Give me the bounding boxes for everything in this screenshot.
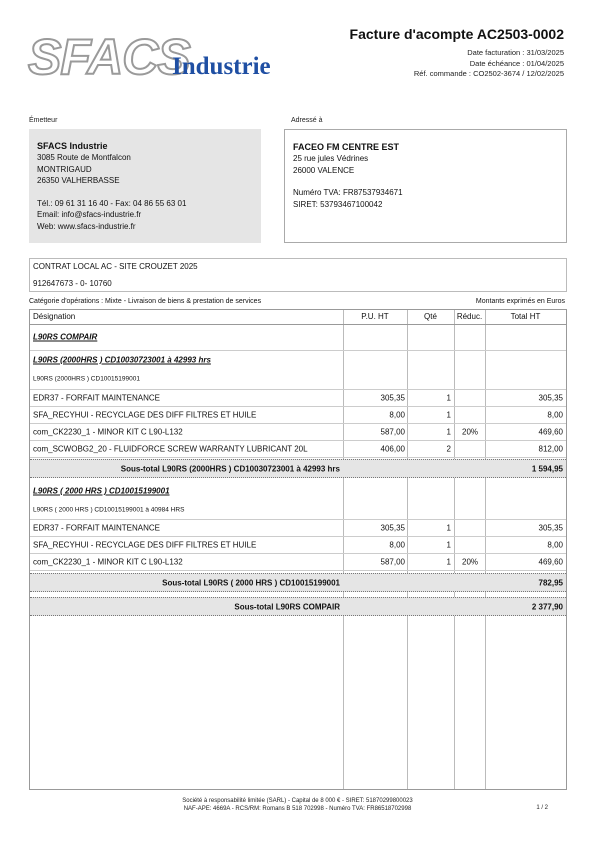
contract-box <box>29 258 567 292</box>
group-title: L90RS (2000HRS ) CD10030723001 à 42993 hrs <box>33 355 211 365</box>
legal-footer <box>0 797 595 813</box>
table-header <box>30 309 566 325</box>
main-subtotal-value: 2 377,90 <box>531 602 563 611</box>
logo-brand: SFACS <box>28 29 190 85</box>
row-unit-price: 305,35 <box>380 523 405 532</box>
row-unit-price: 8,00 <box>389 410 405 419</box>
page-number: 1 / 2 <box>536 805 548 811</box>
emitter-email: Email: info@sfacs-industrie.fr <box>37 210 142 219</box>
row-total: 8,00 <box>547 540 563 549</box>
row-designation: com_CK2230_1 - MINOR KIT C L90-L132 <box>33 557 183 566</box>
main-subtotal-label: Sous-total L90RS COMPAIR <box>234 602 340 611</box>
row-quantity: 1 <box>446 427 451 436</box>
row-total: 305,35 <box>538 393 563 402</box>
group-title-row <box>30 351 566 369</box>
subtotal-label: Sous-total L90RS (2000HRS ) CD10030723001 à 42993 hrs <box>120 464 340 473</box>
group-subtitle-row <box>30 501 566 520</box>
subtotal-row <box>30 573 566 592</box>
invoice-title: Facture d'acompte AC2503-0002 <box>349 26 564 42</box>
row-quantity: 1 <box>446 557 451 566</box>
header-total: Total HT <box>510 312 541 321</box>
main-group-title: L90RS COMPAIR <box>33 332 98 342</box>
table-row <box>30 536 566 554</box>
row-designation: EDR37 - FORFAIT MAINTENANCE <box>33 523 160 532</box>
subtotal-value: 782,95 <box>538 578 563 587</box>
row-quantity: 1 <box>446 540 451 549</box>
row-total: 305,35 <box>538 523 563 532</box>
contract-number: 912647673 - 0- 10760 <box>33 279 112 288</box>
emitter-phone: Tél.: 09 61 31 16 40 - Fax: 04 86 55 63 01 <box>37 198 187 208</box>
header-designation: Désignation <box>33 312 76 321</box>
row-unit-price: 587,00 <box>380 427 405 436</box>
recipient-name: FACEO FM CENTRE EST <box>293 142 400 152</box>
group-title-row <box>30 481 566 501</box>
category-line <box>29 298 565 305</box>
row-discount: 20% <box>462 427 479 436</box>
group-subtitle: L90RS (2000HRS ) CD10015199001 <box>33 375 140 383</box>
emitter-address-line: 26350 VALHERBASSE <box>37 176 120 185</box>
row-discount: 20% <box>462 557 479 566</box>
recipient-address-line: 26000 VALENCE <box>293 165 355 175</box>
emitter-label: Émetteur <box>29 117 58 124</box>
main-group-row <box>30 324 566 351</box>
operation-category: Catégorie d'opérations : Mixte - Livraison de biens & prestation de services <box>29 298 262 305</box>
invoice-meta <box>414 48 564 80</box>
row-total: 469,60 <box>538 427 563 436</box>
row-designation: SFA_RECYHUI - RECYCLAGE DES DIFF FILTRES ET HUILE <box>33 540 257 549</box>
row-unit-price: 406,00 <box>380 444 405 453</box>
main-subtotal-row <box>30 597 566 616</box>
table-row <box>30 519 566 537</box>
emitter-address-line: MONTRIGAUD <box>37 164 92 174</box>
row-designation: EDR37 - FORFAIT MAINTENANCE <box>33 393 160 402</box>
invoice-due-date: Date échéance : 01/04/2025 <box>469 58 564 68</box>
recipient-label: Adressé à <box>291 117 323 124</box>
group-subtitle: L90RS ( 2000 HRS ) CD10015199001 à 40984 HRS <box>33 506 185 514</box>
subtotal-label: Sous-total L90RS ( 2000 HRS ) CD10015199001 <box>162 578 340 587</box>
row-unit-price: 587,00 <box>380 557 405 566</box>
table-row <box>30 440 566 458</box>
row-quantity: 1 <box>446 393 451 402</box>
row-total: 8,00 <box>547 410 563 419</box>
row-designation: com_CK2230_1 - MINOR KIT C L90-L132 <box>33 427 183 436</box>
footer-line: Société à responsabilité limitée (SARL) - Capital de 8 000 € - SIRET: 51870299800023 <box>182 798 413 804</box>
company-logo <box>28 30 288 88</box>
group-subtitle-row <box>30 369 566 390</box>
header-discount: Réduc. <box>456 312 483 321</box>
row-quantity: 2 <box>446 444 451 453</box>
recipient-vat: Numéro TVA: FR87537934671 <box>293 188 403 197</box>
invoice-date: Date facturation : 31/03/2025 <box>467 48 564 57</box>
subtotal-value: 1 594,95 <box>531 464 563 473</box>
emitter-web: Web: www.sfacs-industrie.fr <box>37 221 136 231</box>
group-title: L90RS ( 2000 HRS ) CD10015199001 <box>33 486 170 496</box>
emitter-box <box>29 129 261 243</box>
row-quantity: 1 <box>446 410 451 419</box>
contract-name: CONTRAT LOCAL AC - SITE CROUZET 2025 <box>33 262 198 271</box>
recipient-siret: SIRET: 53793467100042 <box>293 199 383 209</box>
row-unit-price: 305,35 <box>380 393 405 402</box>
row-unit-price: 8,00 <box>389 540 405 549</box>
row-total: 812,00 <box>538 444 563 453</box>
table-row <box>30 389 566 407</box>
header-quantity: Qté <box>424 312 437 321</box>
header-unit-price: P.U. HT <box>361 312 389 321</box>
table-row <box>30 553 566 571</box>
footer-line: NAF-APE: 4669A - RCS/RM: Romans B 518 702998 - Numéro TVA: FR86518702998 <box>183 806 412 812</box>
emitter-name: SFACS Industrie <box>37 141 108 151</box>
recipient-address-line: 25 rue jules Védrines <box>293 154 369 163</box>
recipient-box <box>284 129 567 243</box>
row-designation: com_SCWOBG2_20 - FLUIDFORCE SCREW WARRANTY LUBRICANT 20L <box>33 444 308 453</box>
emitter-address-line: 3085 Route de Montfalcon <box>37 153 131 162</box>
row-designation: SFA_RECYHUI - RECYCLAGE DES DIFF FILTRES ET HUILE <box>33 410 257 419</box>
row-quantity: 1 <box>446 523 451 532</box>
row-total: 469,60 <box>538 557 563 566</box>
table-row <box>30 406 566 424</box>
table-row <box>30 423 566 441</box>
logo-suffix: Industrie <box>172 53 271 80</box>
invoice-table <box>29 309 567 790</box>
currency-note: Montants exprimés en Euros <box>475 298 565 305</box>
order-reference: Réf. commande : CO2502-3674 / 12/02/2025 <box>413 69 564 78</box>
subtotal-row <box>30 459 566 478</box>
